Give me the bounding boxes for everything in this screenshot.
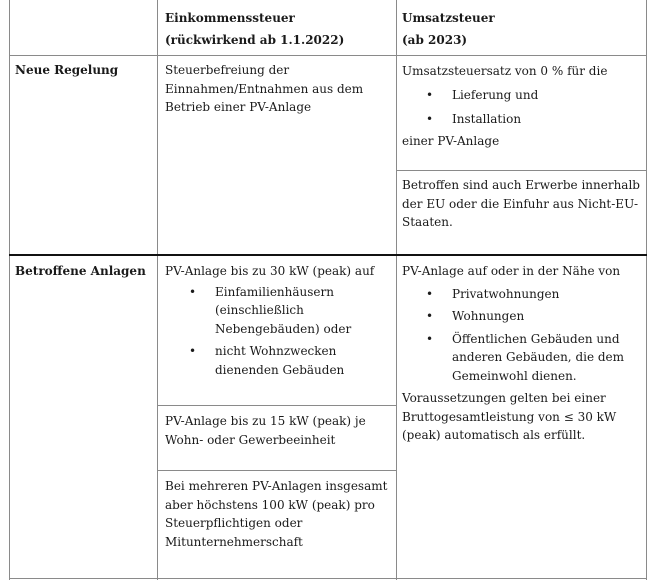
est-betroffene-block-3: Bei mehreren PV-Anlagen insgesamt aber höchstens 100 kW (peak) pro Steuerpflichtigen oder Mitunternehmerschaft: [165, 479, 388, 549]
list-item: • nicht Wohnzwecken dienenden Gebäuden: [215, 342, 393, 379]
list-item: • Installation: [452, 109, 642, 129]
est-betroffene-block-2: PV-Anlage bis zu 15 kW (peak) je Wohn- oder Gewerbeeinheit: [165, 414, 366, 447]
header-ust-subtitle: (ab 2023): [402, 33, 468, 47]
est-inner-line-1: [157, 405, 397, 406]
column-divider-2: [396, 0, 397, 580]
column-divider-1: [157, 0, 158, 580]
est-neue-regelung: Steuerbefreiung der Einnahmen/Entnahmen aus dem Betrieb einer PV-Anlage: [165, 63, 364, 114]
est-betroffene-block-1: [165, 262, 393, 381]
ust-neue-outro: einer PV-Anlage: [402, 134, 500, 148]
border-bottom: [9, 578, 647, 579]
ust-neue-intro: Umsatzsteuersatz von 0 % für die: [402, 64, 608, 78]
ust-betroffene-list: [402, 285, 642, 386]
header-einkommenssteuer: [165, 7, 390, 51]
ust-betroffene-anlagen: [402, 262, 642, 445]
list-item: • Öffentlichen Gebäuden und anderen Gebäuden, die dem Gemeinwohl dienen.: [452, 330, 642, 386]
list-item: • Privatwohnungen: [452, 285, 642, 304]
border-right: [646, 0, 647, 580]
header-est-title: Einkommenssteuer: [165, 11, 295, 25]
header-umsatzsteuer: [402, 7, 642, 51]
ust-neue-regelung: [402, 61, 642, 151]
list-item: • Einfamilienhäusern (einschließlich Nebengebäuden) oder: [215, 283, 393, 339]
ust-neue-second: Betroffen sind auch Erwerbe innerhalb der EU oder die Einfuhr aus Nicht-EU-Staaten.: [402, 178, 640, 229]
header-bottom-line: [9, 55, 647, 56]
list-item: • Wohnungen: [452, 307, 642, 326]
header-ust-title: Umsatzsteuer: [402, 11, 495, 25]
row-label-neue-regelung: Neue Regelung: [15, 63, 119, 77]
ust-neue-list: [402, 85, 642, 129]
row-label-betroffene-anlagen: Betroffene Anlagen: [15, 264, 146, 278]
border-left: [9, 0, 10, 580]
est-block1-list: [165, 283, 393, 380]
est-block1-intro: PV-Anlage bis zu 30 kW (peak) auf: [165, 264, 375, 278]
ust-inner-line-1: [396, 170, 647, 171]
header-est-subtitle: (rückwirkend ab 1.1.2022): [165, 33, 345, 47]
row-separator: [9, 254, 647, 256]
ust-betroffene-outro: Voraussetzungen gelten bei einer Bruttogesamtleistung von ≤ 30 kW (peak) automatisch als erfüllt.: [402, 391, 617, 442]
list-item: • Lieferung und: [452, 85, 642, 105]
est-inner-line-2: [157, 470, 397, 471]
ust-betroffene-intro: PV-Anlage auf oder in der Nähe von: [402, 264, 621, 278]
